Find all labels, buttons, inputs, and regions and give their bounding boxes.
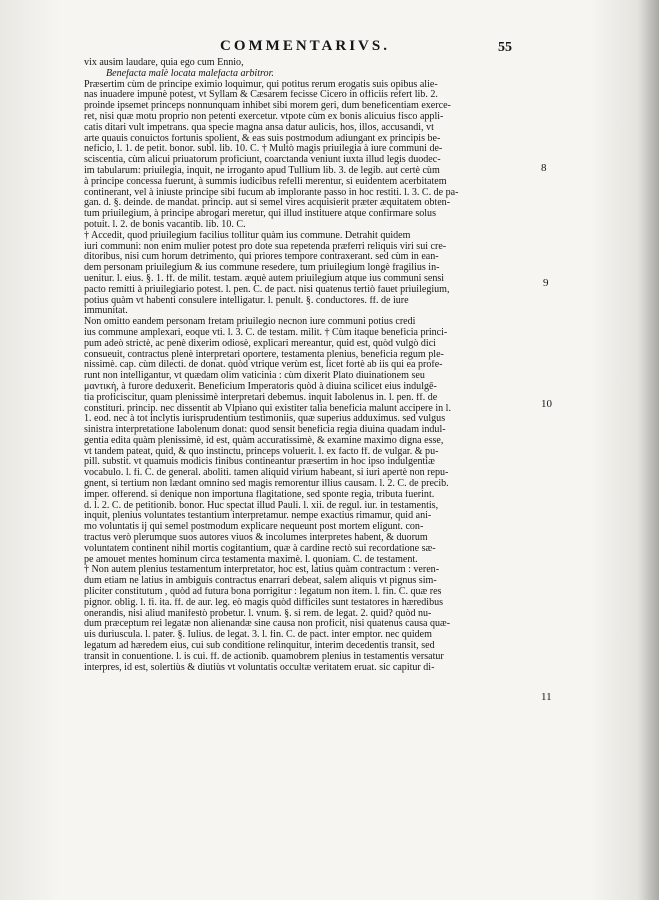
margin-number-9: 9 [543, 277, 549, 289]
margin-number-8: 8 [541, 162, 547, 174]
text-line: immunitat. [84, 306, 128, 317]
text-line: transit in conuentione. l. is cui. ff. de actionib. quamobrem plenius in testamentis versatur [84, 651, 444, 662]
text-line: pill. substit. vt quamuis modicis finibus contineantur præsertim in hoc ipso indulgentiæ [84, 457, 435, 468]
text-line: sciscentia, cùm alicui priuatorum proficiunt, coarctanda veniunt iuxta illud legis duodec- [84, 155, 441, 166]
text-line: arte quauis conuictos fortunis spolient, & eas suis postmodum adiungant ex principis be- [84, 133, 441, 144]
text-line: μαντικὴ, à furore deduxerit. Beneficium Imperatoris quòd à diuina scilicet eius indulgē- [84, 381, 437, 392]
text-line: pliciter constitutum , quòd ad futura bona porrigitur : legatum non item. l. fin. C. quæ res [84, 587, 442, 598]
text-line: nissimè. cap. cùm dilecti. de donat. quòd vtrique verùm est, licet fortè ab iis qui ea profe- [84, 360, 443, 371]
text-line: Benefacta malè locata malefacta arbitror. [106, 68, 274, 79]
text-line: catis ditari vult impetrans. qua specie magna ansa datur aulicis, hos, illos, accusandi, vt [84, 122, 434, 133]
text-line: ius commune amplexari, eoque vti. l. 3. C. de testam. milit. † Cùm itaque beneficia princi- [84, 327, 448, 338]
text-line: † Non autem plenius testamentum interpretator, hoc est, latius quàm contractum : veren- [84, 565, 440, 576]
text-line: constituri. princip. nec dissentit ab Vlpiano qui existiter talia beneficia malunt accipere in l. [84, 403, 451, 414]
text-line: continerant, vel à iniuste principe sibi fucum ab implorante passo in hoc restiti. l. 3. C. de pa- [84, 187, 459, 198]
body-text [84, 58, 524, 673]
text-line: onerandis, nisi aliud manifestò probetur. l. vnum. §. si rem. de legat. 2. quid? quòd nu- [84, 608, 432, 619]
text-line: vocabulo. l. fi. C. de general. aboliti. tamen aliquid virium habeant, si iuri apertè non repu- [84, 468, 449, 479]
text-line: voluntatem continent nihil mortis cogitantium, quæ à cardine rectò sui recordatione sæ- [84, 543, 436, 554]
text-line: imper. offerend. si denique non importuna flagitatione, sed sponte regia, tributa fuerint. [84, 489, 435, 500]
text-line: im tabularum: priuilegia, inquit, ne irroganto apud Tullium lib. 3. de legib. aut certè cùm [84, 165, 440, 176]
text-line: nas inuadere impunè potest, vt Syllam & Cæsarem fecisse Cicero in officiis refert lib. 2. [84, 90, 438, 101]
text-line: legatum ad hæredem eius, cui sub conditione relinquitur, interim decedentis transit, sed [84, 641, 435, 652]
text-line: proinde ipsemet princeps nonnunquam inhibet sibi morem geri, dum beneficentiam exerce- [84, 101, 451, 112]
page-number: 55 [498, 40, 512, 55]
text-line: sinistra interpretatione Iabolenum donat: quod sensit beneficia regia diuina quadam indul- [84, 425, 446, 436]
text-line: uis duriuscula. l. pater. §. Iulius. de legat. 3. l. fin. C. de pact. inter emptor. nec quidem [84, 630, 432, 641]
page-edge-shadow [637, 0, 659, 900]
text-line: mo voluntatis ij qui semel postmodum explicare nequeunt post mortem eligunt. con- [84, 522, 424, 533]
text-line: inquit, plenius voluntates testantium interpretamur. nempe exactius rimamur, quid ani- [84, 511, 432, 522]
text-line: vix ausim laudare, quia ego cum Ennio, [84, 58, 244, 68]
text-line: vt tandem pateat, quid, & quo instinctu, princeps voluerit. l. ex facto ff. de vulgar. & pu- [84, 446, 439, 457]
text-line: Præsertim cùm de principe eximio loquimur, qui potitus rerum erogatis suis opibus alie- [84, 79, 438, 90]
text-line: consueuit, contractus plenè interpretari oportere, testamenta plenius, beneficia regum ple- [84, 349, 444, 360]
text-line: pignor. oblig. l. fi. ita. ff. de aur. leg. eò magis quòd difficiles sunt testatores in hæredibus [84, 597, 444, 608]
text-line: à principe concessa fuerunt, à summis iudicibus refelli merentur, si euidentem acerbitatem [84, 176, 447, 187]
text-line: uenitur. l. eius. §. 1. ff. de milit. testam. æquè autem priuilegium atque ius communi sensi [84, 273, 445, 284]
text-line: tractus verò plerumque suos autores viuos & incolumes interpretes habent, & duorum [84, 533, 428, 544]
text-line: Non omitto eandem personam fretam priuilegio necnon iure communi potius credi [84, 317, 416, 328]
text-line: 1. eod. nec à tot inclytis iurisprudentium testimoniis, quæ superius adduximus. sed vulgus [84, 414, 446, 425]
text-line: gnent, si tertium non lædant omnino sed magis remorentur illius causam. l. 2. C. de precib. [84, 479, 449, 490]
text-line: dum præceptum rei legatæ non alienandæ sine causa non proficit, nisi quatenus causa quæ- [84, 619, 451, 630]
text-line: pe amouet mentes hominum circa testamenta maximè. l. quoniam. C. de testament. [84, 554, 418, 565]
text-line: gan. d. §. deinde. de mandat. princip. aut si semel vires acquisierit præter æquitatem obten- [84, 198, 451, 209]
text-line: † Accedit, quod priuilegium facilius tollitur quàm ius commune. Detrahit quidem [84, 230, 411, 241]
text-line: potuit. l. 2. de bonis vacantib. lib. 10. C. [84, 219, 246, 230]
text-line: neficio, l. 1. de petit. bonor. subl. lib. 10. C. † Multò magis priuilegia à iure communi de- [84, 144, 443, 155]
text-line: tia proficiscitur, quam plenissimè interpretari debemus. inquit Iabolenus in. l. pen. ff. de [84, 392, 438, 403]
text-line: ditoribus, nisi cum horum detrimento, qui priores tempore contraxerant. sed cùm in ean- [84, 252, 439, 263]
text-line: pum adeò strictè, ac penè dixerim odiosè, explicari mereantur, quid est, quòd vulgò dici [84, 338, 436, 349]
text-line: runt non intelligantur, vt quædam olim vaticinia : cùm dixerit Plato diuinationem seu [84, 371, 425, 382]
text-line: pacto remitti à priuilegiario potest. l. pen. C. de pact. nisi quatenus tertiò fauet priuilegium, [84, 284, 450, 295]
text-line: d. l. 2. C. de petitionib. bonor. Huc spectat illud Pauli. l. xii. de regul. iur. in testamentis, [84, 500, 439, 511]
text-line: tum priuilegium, à principe abrogari meretur, qui illud instituere atque confirmare solus [84, 209, 436, 220]
running-head: COMMENTARIVS. [220, 38, 390, 54]
margin-number-11: 11 [541, 691, 552, 703]
text-line: potius quàm vt habenti consulere intelligatur. l. penult. §. conductores. ff. de iure [84, 295, 409, 306]
text-line: dum etiam ne latius in ambiguis contractus enarrari debeat, salem aliquis vt pignus sim- [84, 576, 437, 587]
text-line: ret, nisi quæ motu proprio non petenti exercetur. vtpote cùm ex bonis alicuius fisco appli- [84, 111, 444, 122]
text-line: dem personam priuilegium & ius commune resedere, tum priuilegium longè fragilius in- [84, 263, 440, 274]
margin-number-10: 10 [541, 398, 552, 410]
text-line: iuri communi: non enim mulier potest pro dote sua repetenda præferri reliquis viri sui cre- [84, 241, 447, 252]
text-line: interpres, id est, solertiùs & diutiùs vt voluntatis occultæ veritatem eruat. sic capitur di- [84, 662, 435, 673]
text-line: gentia edita quàm plenissimè, id est, quàm accuratissimè, & examine maximo digna esse, [84, 435, 444, 446]
